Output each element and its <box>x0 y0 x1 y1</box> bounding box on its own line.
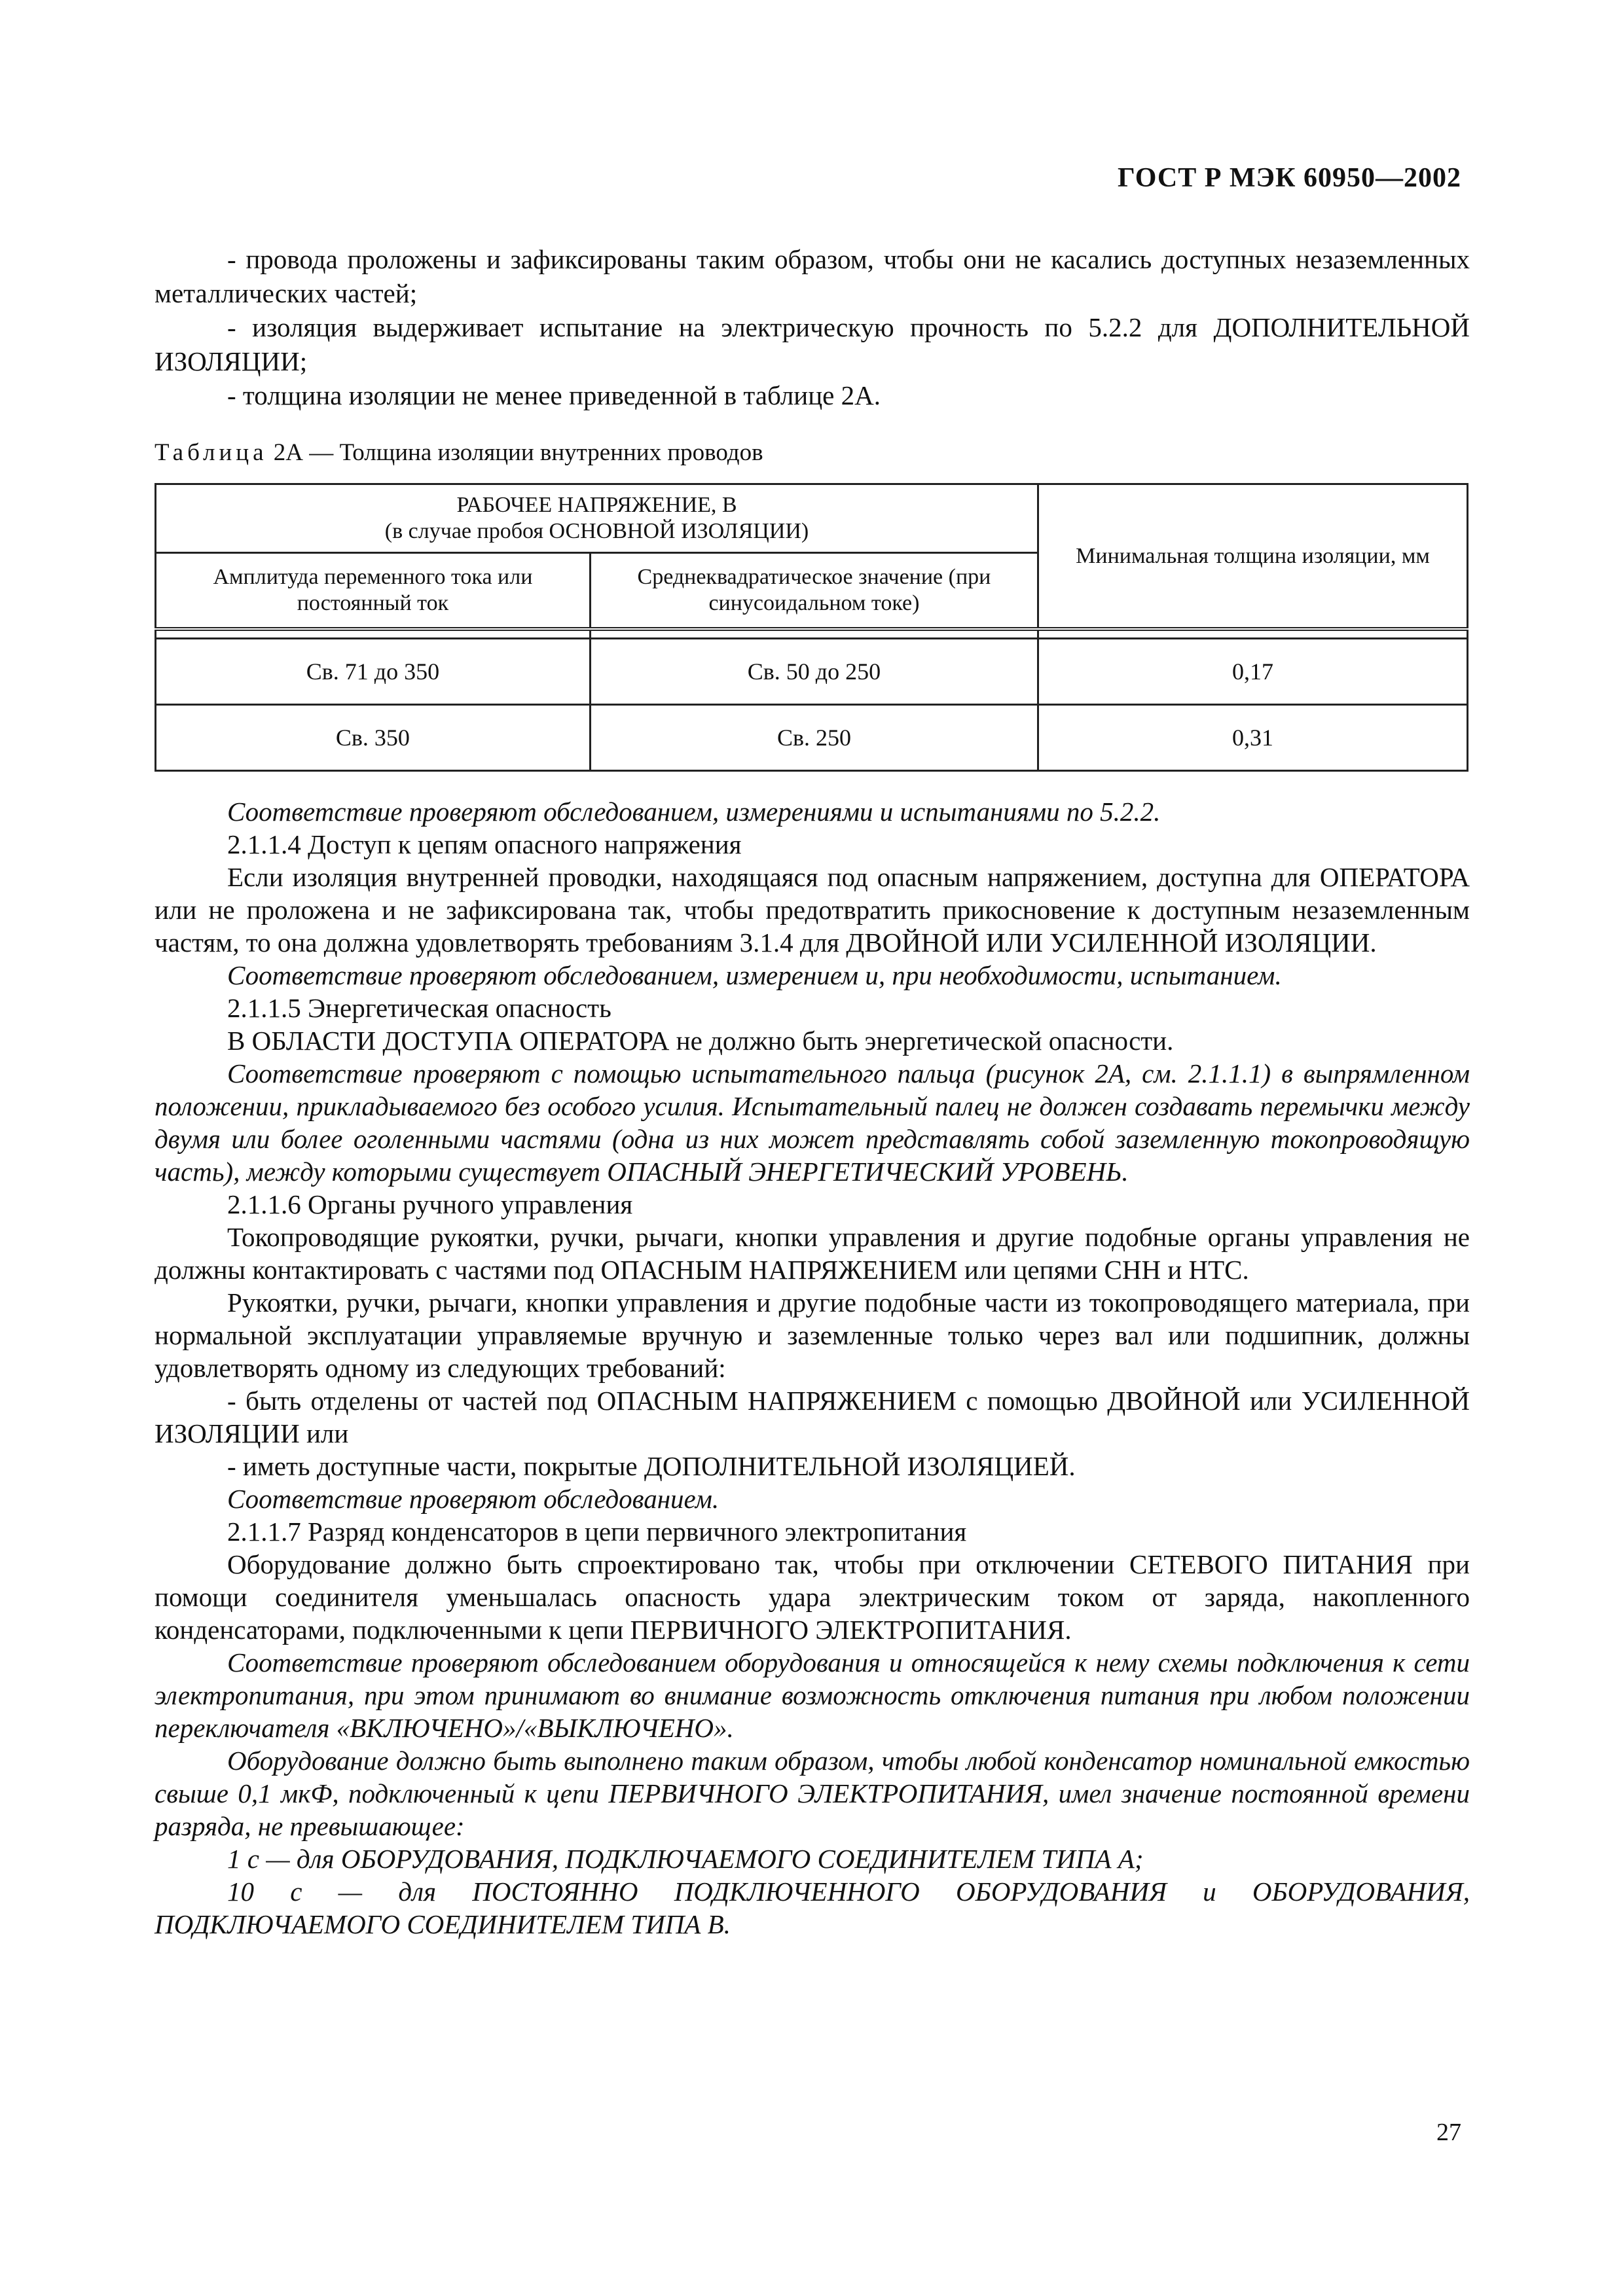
column-header-amplitude: Амплитуда переменного тока или постоянный ток <box>156 553 591 630</box>
table-caption-word: Таблица <box>155 439 268 466</box>
paragraph: Соответствие проверяют обследованием оборудования и относящейся к нему схемы подключения к сети электропитания, при этом принимают во внимание возможность отключения питания при любом положении переключателя «ВКЛЮЧЕНО»/«ВЫКЛЮЧЕНО». <box>155 1647 1470 1743</box>
column-header-min-thickness: Минимальная толщина изоляции, мм <box>1038 484 1468 630</box>
table-header-separator <box>156 629 1468 639</box>
group-header-cell <box>156 484 1038 553</box>
table-cell: 0,31 <box>1038 705 1468 771</box>
section-heading: 2.1.1.4 Доступ к цепям опасного напряжения <box>227 829 742 859</box>
section-heading: 2.1.1.7 Разряд конденсаторов в цепи первичного электропитания <box>227 1516 967 1547</box>
group-header-line1: РАБОЧЕЕ НАПРЯЖЕНИЕ, В <box>456 493 737 517</box>
table-caption <box>155 439 763 467</box>
list-item: - провода проложены и зафиксированы таким образом, чтобы они не касались доступных незаземленных металлических частей; <box>155 244 1470 308</box>
paragraph: Соответствие проверяют обследованием, измерениями и испытаниями по 5.2.2. <box>227 797 1161 827</box>
list-item: - иметь доступные части, покрытые ДОПОЛНИТЕЛЬНОЙ ИЗОЛЯЦИЕЙ. <box>227 1451 1076 1481</box>
table-header-row <box>156 484 1468 553</box>
paragraph: Оборудование должно быть выполнено таким образом, чтобы любой конденсатор номинальной емкостью свыше 0,1 мкФ, подключенный к цепи ПЕРВИЧНОГО ЭЛЕКТРОПИТАНИЯ, имел значение постоянной времени разряда, не превышающее: <box>155 1746 1470 1841</box>
table-row <box>156 705 1468 771</box>
table-cell: Св. 71 до 350 <box>156 639 591 705</box>
paragraph: Соответствие проверяют обследованием. <box>227 1484 720 1514</box>
list-item: - толщина изоляции не менее приведенной в таблице 2А. <box>227 380 881 410</box>
list-item: - быть отделены от частей под ОПАСНЫМ НАПРЯЖЕНИЕМ с помощью ДВОЙНОЙ или УСИЛЕННОЙ ИЗОЛЯЦИИ или <box>155 1386 1470 1448</box>
table-cell: Св. 350 <box>156 705 591 771</box>
group-header-line2: (в случае пробоя ОСНОВНОЙ ИЗОЛЯЦИИ) <box>384 519 809 543</box>
document-code-header: ГОСТ Р МЭК 60950—2002 <box>1118 163 1461 193</box>
table-row <box>156 639 1468 705</box>
paragraph: В ОБЛАСТИ ДОСТУПА ОПЕРАТОРА не должно быть энергетической опасности. <box>227 1026 1174 1056</box>
section-heading: 2.1.1.5 Энергетическая опасность <box>227 993 611 1023</box>
paragraph: Оборудование должно быть спроектировано так, чтобы при отключении СЕТЕВОГО ПИТАНИЯ при помощи соединителя уменьшалась опасность удара электрическим током от заряда, накопленного конденсаторами, подключенными к цепи ПЕРВИЧНОГО ЭЛЕКТРОПИТАНИЯ. <box>155 1549 1470 1645</box>
list-item: 10 с — для ПОСТОЯННО ПОДКЛЮЧЕННОГО ОБОРУДОВАНИЯ и ОБОРУДОВАНИЯ, ПОДКЛЮЧАЕМОГО СОЕДИНИТЕЛЕМ ТИПА В. <box>155 1876 1470 1939</box>
paragraph: Рукоятки, ручки, рычаги, кнопки управления и другие подобные части из токопроводящего материала, при нормальной эксплуатации управляемые вручную и заземленные только через вал или подшипник, должны удовлетворять одному из следующих требований: <box>155 1287 1470 1383</box>
paragraph: Соответствие проверяют с помощью испытательного пальца (рисунок 2А, см. 2.1.1.1) в выпрямленном положении, прикладываемого без особого усилия. Испытательный палец не должен создавать перемычки между двумя или более оголенными частями (одна из них может представлять собой заземленную токопроводящую часть), между которыми существует ОПАСНЫЙ ЭНЕРГЕТИЧЕСКИЙ УРОВЕНЬ. <box>155 1058 1470 1187</box>
column-header-rms: Среднеквадратическое значение (при синусоидальном токе) <box>590 553 1038 630</box>
list-item: - изоляция выдерживает испытание на электрическую прочность по 5.2.2 для ДОПОЛНИТЕЛЬНОЙ ИЗОЛЯЦИИ; <box>155 312 1470 376</box>
paragraph: Если изоляция внутренней проводки, находящаяся под опасным напряжением, доступна для ОПЕРАТОРА или не проложена и не зафиксирована так, чтобы предотвратить прикосновение к доступным незаземленным частям, то она должна удовлетворять требованиям 3.1.4 для ДВОЙНОЙ ИЛИ УСИЛЕННОЙ ИЗОЛЯЦИИ. <box>155 862 1470 958</box>
section-heading: 2.1.1.6 Органы ручного управления <box>227 1189 633 1219</box>
table-cell: Св. 250 <box>590 705 1038 771</box>
page-number: 27 <box>1436 2119 1461 2146</box>
table-cell: Св. 50 до 250 <box>590 639 1038 705</box>
table-cell: 0,17 <box>1038 639 1468 705</box>
paragraph: Соответствие проверяют обследованием, измерением и, при необходимости, испытанием. <box>227 960 1282 990</box>
list-item: 1 с — для ОБОРУДОВАНИЯ, ПОДКЛЮЧАЕМОГО СОЕДИНИТЕЛЕМ ТИПА А; <box>227 1844 1144 1874</box>
body-sections <box>155 795 1470 1941</box>
intro-list <box>155 242 1470 412</box>
insulation-thickness-table <box>155 483 1468 772</box>
paragraph: Токопроводящие рукоятки, ручки, рычаги, кнопки управления и другие подобные органы управления не должны контактировать с частями под ОПАСНЫМ НАПРЯЖЕНИЕМ или цепями СНН и НТС. <box>155 1222 1470 1285</box>
table-caption-title: 2А — Толщина изоляции внутренних проводов <box>273 439 763 466</box>
